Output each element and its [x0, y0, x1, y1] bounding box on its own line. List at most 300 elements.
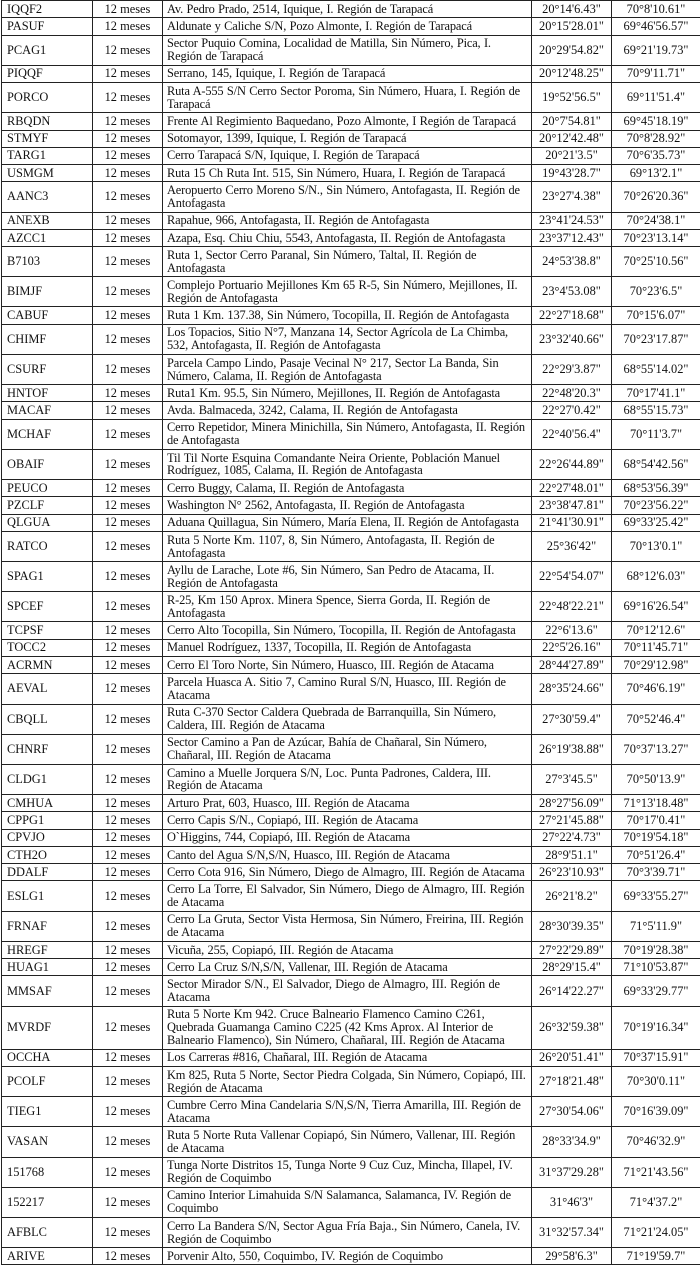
latitude-cell: 26°20'51.41"	[532, 1049, 612, 1066]
period-cell: 12 meses	[93, 130, 163, 147]
table-row	[2, 277, 700, 307]
station-code-cell: 151768	[2, 1157, 93, 1187]
longitude-cell: 70°46'6.19"	[612, 674, 700, 704]
latitude-cell: 27°18'21.48"	[532, 1066, 612, 1096]
station-code-cell: USMGM	[2, 165, 93, 182]
stations-table-body	[2, 1, 700, 1265]
station-code-cell: RATCO	[2, 531, 93, 561]
table-row	[2, 734, 700, 764]
latitude-cell: 23°37'12.43"	[532, 229, 612, 246]
latitude-cell: 27°21'45.88"	[532, 812, 612, 829]
station-code-cell: PORCO	[2, 83, 93, 113]
station-code-cell: TARG1	[2, 147, 93, 164]
period-cell: 12 meses	[93, 354, 163, 384]
table-row	[2, 704, 700, 734]
longitude-cell: 68°53'56.39"	[612, 480, 700, 497]
period-cell: 12 meses	[93, 531, 163, 561]
latitude-cell: 26°23'10.93"	[532, 864, 612, 881]
station-code-cell: PCOLF	[2, 1066, 93, 1096]
address-cell: Av. Pedro Prado, 2514, Iquique, I. Región de Tarapacá	[163, 1, 532, 18]
period-cell: 12 meses	[93, 1127, 163, 1157]
address-cell: Canto del Agua S/N,S/N, Huasco, III. Región de Atacama	[163, 846, 532, 863]
period-cell: 12 meses	[93, 35, 163, 65]
table-row	[2, 497, 700, 514]
latitude-cell: 31°37'29.28"	[532, 1157, 612, 1187]
station-code-cell: MACAF	[2, 402, 93, 419]
address-cell: Cerro La Torre, El Salvador, Sin Número, Diego de Almagro, III. Región de Atacama	[163, 881, 532, 911]
latitude-cell: 27°22'4.73"	[532, 829, 612, 846]
latitude-cell: 28°35'24.66"	[532, 674, 612, 704]
longitude-cell: 70°25'10.56"	[612, 247, 700, 277]
latitude-cell: 24°53'38.8"	[532, 247, 612, 277]
longitude-cell: 68°12'6.03"	[612, 562, 700, 592]
latitude-cell: 23°41'24.53"	[532, 212, 612, 229]
table-row	[2, 247, 700, 277]
longitude-cell: 70°37'15.91"	[612, 1049, 700, 1066]
latitude-cell: 31°46'3"	[532, 1187, 612, 1217]
table-row	[2, 65, 700, 82]
table-row	[2, 402, 700, 419]
period-cell: 12 meses	[93, 881, 163, 911]
longitude-cell: 69°33'55.27"	[612, 881, 700, 911]
address-cell: Sotomayor, 1399, Iquique, I. Región de Tarapacá	[163, 130, 532, 147]
table-row	[2, 35, 700, 65]
longitude-cell: 70°50'13.9"	[612, 764, 700, 794]
period-cell: 12 meses	[93, 674, 163, 704]
latitude-cell: 26°21'8.2"	[532, 881, 612, 911]
latitude-cell: 19°43'28.7"	[532, 165, 612, 182]
table-row	[2, 829, 700, 846]
station-code-cell: PEUCO	[2, 480, 93, 497]
station-code-cell: OCCHA	[2, 1049, 93, 1066]
address-cell: Aeropuerto Cerro Moreno S/N., Sin Número, Antofagasta, II. Región de Antofagasta	[163, 182, 532, 212]
address-cell: Cerro Buggy, Calama, II. Región de Antofagasta	[163, 480, 532, 497]
longitude-cell: 70°11'45.71"	[612, 639, 700, 656]
longitude-cell: 71°21'43.56"	[612, 1157, 700, 1187]
address-cell: Azapa, Esq. Chiu Chiu, 5543, Antofagasta, II. Región de Antofagasta	[163, 229, 532, 246]
table-row	[2, 674, 700, 704]
latitude-cell: 25°36'42"	[532, 531, 612, 561]
station-code-cell: BIMJF	[2, 277, 93, 307]
station-code-cell: ACRMN	[2, 657, 93, 674]
station-code-cell: HNTOF	[2, 385, 93, 402]
longitude-cell: 69°13'2.1"	[612, 165, 700, 182]
station-code-cell: VASAN	[2, 1127, 93, 1157]
longitude-cell: 68°55'15.73"	[612, 402, 700, 419]
address-cell: Ruta 1, Sector Cerro Paranal, Sin Número, Taltal, II. Región de Antofagasta	[163, 247, 532, 277]
station-code-cell: AEVAL	[2, 674, 93, 704]
latitude-cell: 22°29'3.87"	[532, 354, 612, 384]
latitude-cell: 23°32'40.66"	[532, 324, 612, 354]
address-cell: Los Carreras #816, Chañaral, III. Región de Atacama	[163, 1049, 532, 1066]
latitude-cell: 20°12'48.25"	[532, 65, 612, 82]
period-cell: 12 meses	[93, 277, 163, 307]
latitude-cell: 27°30'54.06"	[532, 1097, 612, 1127]
station-code-cell: CLDG1	[2, 764, 93, 794]
longitude-cell: 71°5'11.9"	[612, 911, 700, 941]
latitude-cell: 22°48'20.3"	[532, 385, 612, 402]
latitude-cell: 22°27'48.01"	[532, 480, 612, 497]
station-code-cell: IQQF2	[2, 1, 93, 18]
station-code-cell: TOCC2	[2, 639, 93, 656]
table-row	[2, 419, 700, 449]
station-code-cell: SPAG1	[2, 562, 93, 592]
table-row	[2, 911, 700, 941]
address-cell: Cerro Cota 916, Sin Número, Diego de Almagro, III. Región de Atacama	[163, 864, 532, 881]
period-cell: 12 meses	[93, 657, 163, 674]
address-cell: Cerro La Bandera S/N, Sector Agua Fría Baja., Sin Número, Canela, IV. Región de Coquimbo	[163, 1217, 532, 1247]
longitude-cell: 70°26'20.36"	[612, 182, 700, 212]
longitude-cell: 70°19'54.18"	[612, 829, 700, 846]
table-row	[2, 1127, 700, 1157]
longitude-cell: 70°46'32.9"	[612, 1127, 700, 1157]
station-code-cell: TCPSF	[2, 622, 93, 639]
longitude-cell: 70°16'39.09"	[612, 1097, 700, 1127]
period-cell: 12 meses	[93, 1066, 163, 1096]
latitude-cell: 28°29'15.4"	[532, 959, 612, 976]
table-row	[2, 1006, 700, 1049]
address-cell: Complejo Portuario Mejillones Km 65 R-5, Sin Número, Mejillones, II. Región de Antofagasta	[163, 277, 532, 307]
period-cell: 12 meses	[93, 959, 163, 976]
longitude-cell: 70°24'38.1"	[612, 212, 700, 229]
latitude-cell: 20°21'3.5"	[532, 147, 612, 164]
latitude-cell: 29°58'6.3"	[532, 1248, 612, 1265]
longitude-cell: 71°10'53.87"	[612, 959, 700, 976]
period-cell: 12 meses	[93, 592, 163, 622]
longitude-cell: 69°11'51.4"	[612, 83, 700, 113]
period-cell: 12 meses	[93, 307, 163, 324]
table-row	[2, 1066, 700, 1096]
longitude-cell: 70°13'0.1"	[612, 531, 700, 561]
station-code-cell: HREGF	[2, 941, 93, 958]
longitude-cell: 70°11'3.7"	[612, 419, 700, 449]
period-cell: 12 meses	[93, 562, 163, 592]
longitude-cell: 68°54'42.56"	[612, 449, 700, 479]
table-row	[2, 480, 700, 497]
table-row	[2, 812, 700, 829]
address-cell: Cerro Capis S/N., Copiapó, III. Región de Atacama	[163, 812, 532, 829]
latitude-cell: 28°27'56.09"	[532, 795, 612, 812]
station-code-cell: B7103	[2, 247, 93, 277]
station-code-cell: AANC3	[2, 182, 93, 212]
period-cell: 12 meses	[93, 247, 163, 277]
table-row	[2, 182, 700, 212]
table-row	[2, 1, 700, 18]
address-cell: O`Higgins, 744, Copiapó, III. Región de Atacama	[163, 829, 532, 846]
table-row	[2, 130, 700, 147]
table-row	[2, 959, 700, 976]
address-cell: Aldunate y Caliche S/N, Pozo Almonte, I. Región de Tarapacá	[163, 18, 532, 35]
table-row	[2, 1097, 700, 1127]
latitude-cell: 22°48'22.21"	[532, 592, 612, 622]
address-cell: Porvenir Alto, 550, Coquimbo, IV. Región de Coquimbo	[163, 1248, 532, 1265]
address-cell: Til Til Norte Esquina Comandante Neira Oriente, Población Manuel Rodríguez, 1085, Calama, II. Región de Antofagasta	[163, 449, 532, 479]
longitude-cell: 70°19'16.34"	[612, 1006, 700, 1049]
address-cell: Ruta 15 Ch Ruta Int. 515, Sin Número, Huara, I. Región de Tarapacá	[163, 165, 532, 182]
address-cell: Ayllu de Larache, Lote #6, Sin Número, San Pedro de Atacama, II. Región de Antofagasta	[163, 562, 532, 592]
station-code-cell: AFBLC	[2, 1217, 93, 1247]
period-cell: 12 meses	[93, 941, 163, 958]
latitude-cell: 28°44'27.89"	[532, 657, 612, 674]
address-cell: Cerro El Toro Norte, Sin Número, Huasco, III. Región de Atacama	[163, 657, 532, 674]
station-code-cell: OBAIF	[2, 449, 93, 479]
latitude-cell: 19°52'56.5"	[532, 83, 612, 113]
address-cell: Sector Camino a Pan de Azúcar, Bahía de Chañaral, Sin Número, Chañaral, III. Región de Atacama	[163, 734, 532, 764]
station-code-cell: ANEXB	[2, 212, 93, 229]
latitude-cell: 23°38'47.81"	[532, 497, 612, 514]
station-code-cell: CHIMF	[2, 324, 93, 354]
table-row	[2, 1187, 700, 1217]
station-code-cell: CMHUA	[2, 795, 93, 812]
table-row	[2, 531, 700, 561]
table-row	[2, 385, 700, 402]
period-cell: 12 meses	[93, 113, 163, 130]
longitude-cell: 69°45'18.19"	[612, 113, 700, 130]
period-cell: 12 meses	[93, 764, 163, 794]
station-code-cell: CPPG1	[2, 812, 93, 829]
period-cell: 12 meses	[93, 864, 163, 881]
station-code-cell: RBQDN	[2, 113, 93, 130]
latitude-cell: 22°27'0.42"	[532, 402, 612, 419]
address-cell: Parcela Huasca A. Sitio 7, Camino Rural S/N, Huasco, III. Región de Atacama	[163, 674, 532, 704]
longitude-cell: 70°23'6.5"	[612, 277, 700, 307]
latitude-cell: 26°14'22.27"	[532, 976, 612, 1006]
period-cell: 12 meses	[93, 385, 163, 402]
table-row	[2, 622, 700, 639]
station-code-cell: MVRDF	[2, 1006, 93, 1049]
longitude-cell: 70°9'11.71"	[612, 65, 700, 82]
table-row	[2, 212, 700, 229]
period-cell: 12 meses	[93, 911, 163, 941]
station-code-cell: MMSAF	[2, 976, 93, 1006]
station-code-cell: 152217	[2, 1187, 93, 1217]
period-cell: 12 meses	[93, 449, 163, 479]
longitude-cell: 70°19'28.38"	[612, 941, 700, 958]
period-cell: 12 meses	[93, 1, 163, 18]
table-row	[2, 1248, 700, 1265]
table-row	[2, 1049, 700, 1066]
latitude-cell: 22°40'56.4"	[532, 419, 612, 449]
address-cell: Ruta 5 Norte Km. 1107, 8, Sin Número, Antofagasta, II. Región de Antofagasta	[163, 531, 532, 561]
longitude-cell: 71°19'59.7"	[612, 1248, 700, 1265]
period-cell: 12 meses	[93, 1157, 163, 1187]
longitude-cell: 70°30'0.11"	[612, 1066, 700, 1096]
period-cell: 12 meses	[93, 1187, 163, 1217]
table-row	[2, 592, 700, 622]
station-code-cell: CTH2O	[2, 846, 93, 863]
table-row	[2, 881, 700, 911]
station-code-cell: HUAG1	[2, 959, 93, 976]
table-row	[2, 657, 700, 674]
address-cell: Cerro La Cruz S/N,S/N, Vallenar, III. Región de Atacama	[163, 959, 532, 976]
table-row	[2, 795, 700, 812]
address-cell: Los Topacios, Sitio N°7, Manzana 14, Sector Agrícola de La Chimba, 532, Antofagasta, II. Región de Antofagasta	[163, 324, 532, 354]
latitude-cell: 27°30'59.4"	[532, 704, 612, 734]
longitude-cell: 70°8'10.61"	[612, 1, 700, 18]
station-code-cell: SPCEF	[2, 592, 93, 622]
address-cell: Serrano, 145, Iquique, I. Región de Tarapacá	[163, 65, 532, 82]
station-code-cell: QLGUA	[2, 514, 93, 531]
latitude-cell: 22°27'18.68"	[532, 307, 612, 324]
address-cell: Rapahue, 966, Antofagasta, II. Región de Antofagasta	[163, 212, 532, 229]
table-row	[2, 147, 700, 164]
longitude-cell: 70°12'12.6"	[612, 622, 700, 639]
station-code-cell: PZCLF	[2, 497, 93, 514]
table-row	[2, 562, 700, 592]
table-row	[2, 354, 700, 384]
station-code-cell: CHNRF	[2, 734, 93, 764]
longitude-cell: 69°46'56.57"	[612, 18, 700, 35]
address-cell: Km 825, Ruta 5 Norte, Sector Piedra Colgada, Sin Número, Copiapó, III. Región de Atacama	[163, 1066, 532, 1096]
table-row	[2, 83, 700, 113]
address-cell: Ruta1 Km. 95.5, Sin Número, Mejillones, II. Región de Antofagasta	[163, 385, 532, 402]
period-cell: 12 meses	[93, 18, 163, 35]
period-cell: 12 meses	[93, 182, 163, 212]
longitude-cell: 70°6'35.73"	[612, 147, 700, 164]
table-row	[2, 1157, 700, 1187]
latitude-cell: 22°26'44.89"	[532, 449, 612, 479]
latitude-cell: 20°29'54.82"	[532, 35, 612, 65]
address-cell: Sector Mirador S/N., El Salvador, Diego de Almagro, III. Región de Atacama	[163, 976, 532, 1006]
table-row	[2, 639, 700, 656]
latitude-cell: 20°12'42.48"	[532, 130, 612, 147]
address-cell: Camino a Muelle Jorquera S/N, Loc. Punta Padrones, Caldera, III. Región de Atacama	[163, 764, 532, 794]
longitude-cell: 71°21'24.05"	[612, 1217, 700, 1247]
address-cell: Cerro Tarapacá S/N, Iquique, I. Región de Tarapacá	[163, 147, 532, 164]
longitude-cell: 70°37'13.27"	[612, 734, 700, 764]
address-cell: Ruta 5 Norte Ruta Vallenar Copiapó, Sin Número, Vallenar, III. Región de Atacama	[163, 1127, 532, 1157]
table-row	[2, 449, 700, 479]
latitude-cell: 28°30'39.35"	[532, 911, 612, 941]
latitude-cell: 22°5'26.16"	[532, 639, 612, 656]
table-row	[2, 1217, 700, 1247]
station-code-cell: PCAG1	[2, 35, 93, 65]
latitude-cell: 27°3'45.5"	[532, 764, 612, 794]
station-code-cell: CABUF	[2, 307, 93, 324]
latitude-cell: 21°41'30.91"	[532, 514, 612, 531]
address-cell: Vicuña, 255, Copiapó, III. Región de Atacama	[163, 941, 532, 958]
period-cell: 12 meses	[93, 165, 163, 182]
longitude-cell: 69°16'26.54"	[612, 592, 700, 622]
table-row	[2, 846, 700, 863]
table-row	[2, 229, 700, 246]
address-cell: Sector Puquio Comina, Localidad de Matilla, Sin Número, Pica, I. Región de Tarapacá	[163, 35, 532, 65]
period-cell: 12 meses	[93, 1248, 163, 1265]
station-code-cell: ESLG1	[2, 881, 93, 911]
address-cell: Aduana Quillagua, Sin Número, María Elena, II. Región de Antofagasta	[163, 514, 532, 531]
station-code-cell: ARIVE	[2, 1248, 93, 1265]
latitude-cell: 23°27'4.38"	[532, 182, 612, 212]
station-code-cell: TIEG1	[2, 1097, 93, 1127]
longitude-cell: 70°23'13.14"	[612, 229, 700, 246]
period-cell: 12 meses	[93, 229, 163, 246]
longitude-cell: 70°23'56.22"	[612, 497, 700, 514]
latitude-cell: 31°32'57.34"	[532, 1217, 612, 1247]
longitude-cell: 68°55'14.02"	[612, 354, 700, 384]
latitude-cell: 28°33'34.9"	[532, 1127, 612, 1157]
latitude-cell: 22°6'13.6"	[532, 622, 612, 639]
address-cell: Ruta 5 Norte Km 942. Cruce Balneario Flamenco Camino C261, Quebrada Guamanga Camino C225 (42 Kms Aprox. Al Interior de Balneario Flamenco), Sin Número, Chañaral, III. Región de Atacama	[163, 1006, 532, 1049]
period-cell: 12 meses	[93, 1049, 163, 1066]
address-cell: Ruta 1 Km. 137.38, Sin Número, Tocopilla, II. Región de Antofagasta	[163, 307, 532, 324]
address-cell: Cerro Alto Tocopilla, Sin Número, Tocopilla, II. Región de Antofagasta	[163, 622, 532, 639]
longitude-cell: 69°33'29.77"	[612, 976, 700, 1006]
address-cell: Ruta C-370 Sector Caldera Quebrada de Barranquilla, Sin Número, Caldera, III. Región de Atacama	[163, 704, 532, 734]
period-cell: 12 meses	[93, 402, 163, 419]
latitude-cell: 28°9'51.1"	[532, 846, 612, 863]
period-cell: 12 meses	[93, 324, 163, 354]
period-cell: 12 meses	[93, 212, 163, 229]
longitude-cell: 69°21'19.73"	[612, 35, 700, 65]
address-cell: Cumbre Cerro Mina Candelaria S/N,S/N, Tierra Amarilla, III. Región de Atacama	[163, 1097, 532, 1127]
address-cell: Cerro Repetidor, Minera Minichilla, Sin Número, Antofagasta, II. Región de Antofagasta	[163, 419, 532, 449]
table-row	[2, 307, 700, 324]
longitude-cell: 70°29'12.98"	[612, 657, 700, 674]
table-row	[2, 113, 700, 130]
longitude-cell: 70°8'28.92"	[612, 130, 700, 147]
period-cell: 12 meses	[93, 480, 163, 497]
address-cell: Ruta A-555 S/N Cerro Sector Poroma, Sin Número, Huara, I. Región de Tarapacá	[163, 83, 532, 113]
table-row	[2, 324, 700, 354]
period-cell: 12 meses	[93, 812, 163, 829]
latitude-cell: 20°7'54.81"	[532, 113, 612, 130]
period-cell: 12 meses	[93, 147, 163, 164]
latitude-cell: 23°4'53.08"	[532, 277, 612, 307]
station-code-cell: CBQLL	[2, 704, 93, 734]
period-cell: 12 meses	[93, 1097, 163, 1127]
period-cell: 12 meses	[93, 1006, 163, 1049]
station-code-cell: PASUF	[2, 18, 93, 35]
address-cell: Frente Al Regimiento Baquedano, Pozo Almonte, I Región de Tarapacá	[163, 113, 532, 130]
period-cell: 12 meses	[93, 734, 163, 764]
table-row	[2, 165, 700, 182]
longitude-cell: 70°17'41.1"	[612, 385, 700, 402]
address-cell: Manuel Rodríguez, 1337, Tocopilla, II. Región de Antofagasta	[163, 639, 532, 656]
stations-table	[1, 0, 700, 1265]
station-code-cell: FRNAF	[2, 911, 93, 941]
longitude-cell: 70°3'39.71"	[612, 864, 700, 881]
table-row	[2, 976, 700, 1006]
longitude-cell: 70°15'6.07"	[612, 307, 700, 324]
table-row	[2, 941, 700, 958]
table-row	[2, 514, 700, 531]
latitude-cell: 20°15'28.01"	[532, 18, 612, 35]
period-cell: 12 meses	[93, 497, 163, 514]
period-cell: 12 meses	[93, 1217, 163, 1247]
address-cell: Arturo Prat, 603, Huasco, III. Región de Atacama	[163, 795, 532, 812]
table-row	[2, 18, 700, 35]
station-code-cell: STMYF	[2, 130, 93, 147]
station-code-cell: AZCC1	[2, 229, 93, 246]
latitude-cell: 20°14'6.43"	[532, 1, 612, 18]
longitude-cell: 69°33'25.42"	[612, 514, 700, 531]
address-cell: R-25, Km 150 Aprox. Minera Spence, Sierra Gorda, II. Región de Antofagasta	[163, 592, 532, 622]
address-cell: Tunga Norte Distritos 15, Tunga Norte 9 Cuz Cuz, Mincha, Illapel, IV. Región de Coquimbo	[163, 1157, 532, 1187]
longitude-cell: 71°4'37.2"	[612, 1187, 700, 1217]
address-cell: Parcela Campo Lindo, Pasaje Vecinal N° 217, Sector La Banda, Sin Número, Calama, II. Región de Antofagasta	[163, 354, 532, 384]
period-cell: 12 meses	[93, 976, 163, 1006]
station-code-cell: PIQQF	[2, 65, 93, 82]
latitude-cell: 22°54'54.07"	[532, 562, 612, 592]
longitude-cell: 71°13'18.48"	[612, 795, 700, 812]
period-cell: 12 meses	[93, 514, 163, 531]
period-cell: 12 meses	[93, 846, 163, 863]
table-row	[2, 864, 700, 881]
period-cell: 12 meses	[93, 829, 163, 846]
period-cell: 12 meses	[93, 795, 163, 812]
period-cell: 12 meses	[93, 419, 163, 449]
address-cell: Washington N° 2562, Antofagasta, II. Región de Antofagasta	[163, 497, 532, 514]
